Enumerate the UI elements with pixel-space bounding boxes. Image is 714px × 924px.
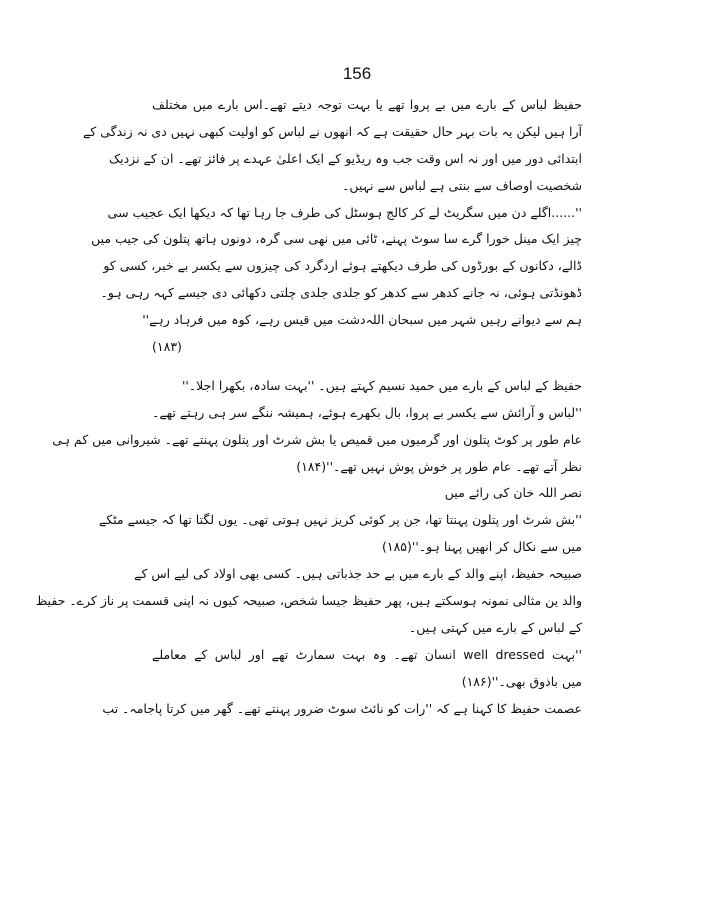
quote-line: ''بش شرٹ اور پتلون پہنتا تھا، جن پر کوئی کریز نہیں ہوتی تھی۔ یوں لگتا تھا کہ جیسے مٹکے bbox=[98, 512, 582, 528]
reference-number: (۱۸۳) bbox=[152, 339, 182, 355]
quote-rest: انسان تھے۔ وہ بہت سمارٹ تھے اور لباس کے معاملے bbox=[152, 646, 456, 662]
quote-line: چیز ایک مینل خورا گرے سا سوٹ پہنے، ٹائی میں نھی سی گرہ، دونوں ہاتھ پتلون کی جیب میں bbox=[91, 231, 582, 247]
english-phrase: well dressed bbox=[463, 646, 545, 662]
text-line: نصر اللہ خان کی رائے میں bbox=[444, 485, 582, 501]
text-line: حفیظ کے لباس کے بارے میں حمید نسیم کہتے ہیں۔ ''بہت سادہ، بکھرا اجلا۔'' bbox=[181, 377, 582, 393]
text-line: صبیحہ حفیظ، اپنے والد کے بارے میں بے حد جذباتی ہیں۔ کسی بھی اولاد کی لیے اس کے bbox=[134, 566, 582, 582]
quote-line: میں باذوق بھی۔''(۱۸۶) bbox=[461, 673, 582, 689]
text-line: شخصیت اوصاف سے بنتی ہے لباس سے نہیں۔ bbox=[342, 177, 582, 193]
quote-line: میں سے نکال کر انھیں پہنا ہو۔''(۱۸۵) bbox=[381, 539, 582, 555]
body-text bbox=[35, 92, 582, 722]
verse-right: ہم سے دیوانے رہیں شہر میں سبحان اللہ bbox=[365, 312, 582, 328]
quote-line: ''......اگلے دن میں سگریٹ لے کر کالج ہوسٹل کی طرف جا رہا تھا کہ دیکھا ایک عجیب سی bbox=[107, 204, 582, 220]
verse-line bbox=[142, 307, 582, 334]
text-line: والد ین مثالی نمونہ ہوسکتے ہیں، پھر حفیظ جیسا شخص، صبیحہ کیوں نہ اپنی قسمت پر ناز کرے۔ حفیظ bbox=[35, 593, 582, 609]
quote-open: ''بہت bbox=[552, 646, 582, 662]
quote-line: نظر آتے تھے۔ عام طور پر خوش پوش نہیں تھے۔''(۱۸۴) bbox=[296, 458, 582, 474]
page-number: 156 bbox=[342, 64, 372, 83]
text-line: آرا ہیں لیکن یہ بات بہر حال حقیقت ہے کہ انھوں نے لباس کو اولیت کبھی نہیں دی نہ زندگی کے bbox=[82, 123, 582, 139]
text-line: حفیظ لباس کے بارے میں بے پروا تھے یا بہت توجہ دیتے تھے۔اس بارے میں مختلف bbox=[152, 97, 582, 112]
verse-left: دشت میں قیس رہے، کوہ میں فرہاد رہے'' bbox=[142, 312, 366, 328]
quote-line: ڈالے، دکانوں کے بورڈوں کی طرف دیکھتے ہوئے اردگرد کی چیزوں سے یکسر بے خبر، کسی کو bbox=[103, 258, 582, 274]
quote-line: ڈھونڈتی ہوئی، نہ جانے کدھر سے کدھر کو جلدی جلدی چلتی دکھائی دی جیسے کہہ رہی ہو۔ bbox=[100, 285, 582, 301]
quote-line: ''لباس و آرائش سے یکسر بے پروا، بال بکھرے ہوئے، ہمیشہ ننگے سر ہی رہتے تھے۔ bbox=[152, 404, 582, 420]
quote-line bbox=[152, 642, 582, 669]
text-line: ابتدائی دور میں اور نہ اس وقت جب وہ ریڈیو کے ایک اعلیٰ عہدے پر فائز تھے۔ ان کے نزدیک bbox=[108, 150, 582, 166]
text-line: کے لباس کے بارے میں کہتی ہیں۔ bbox=[408, 619, 582, 635]
quote-line: عام طور پر کوٹ پتلون اور گرمیوں میں قمیص یا بش شرٹ اور پتلون پہنتے تھے۔ شیروانی میں کم ہی bbox=[52, 431, 582, 447]
reference-line bbox=[152, 334, 582, 361]
paragraph-gap bbox=[152, 361, 582, 373]
text-line: عصمت حفیظ کا کہنا ہے کہ ''رات کو نائٹ سوٹ ضرور پہنتے تھے۔ گھر میں کرتا پاجامہ۔ تب bbox=[102, 700, 582, 716]
